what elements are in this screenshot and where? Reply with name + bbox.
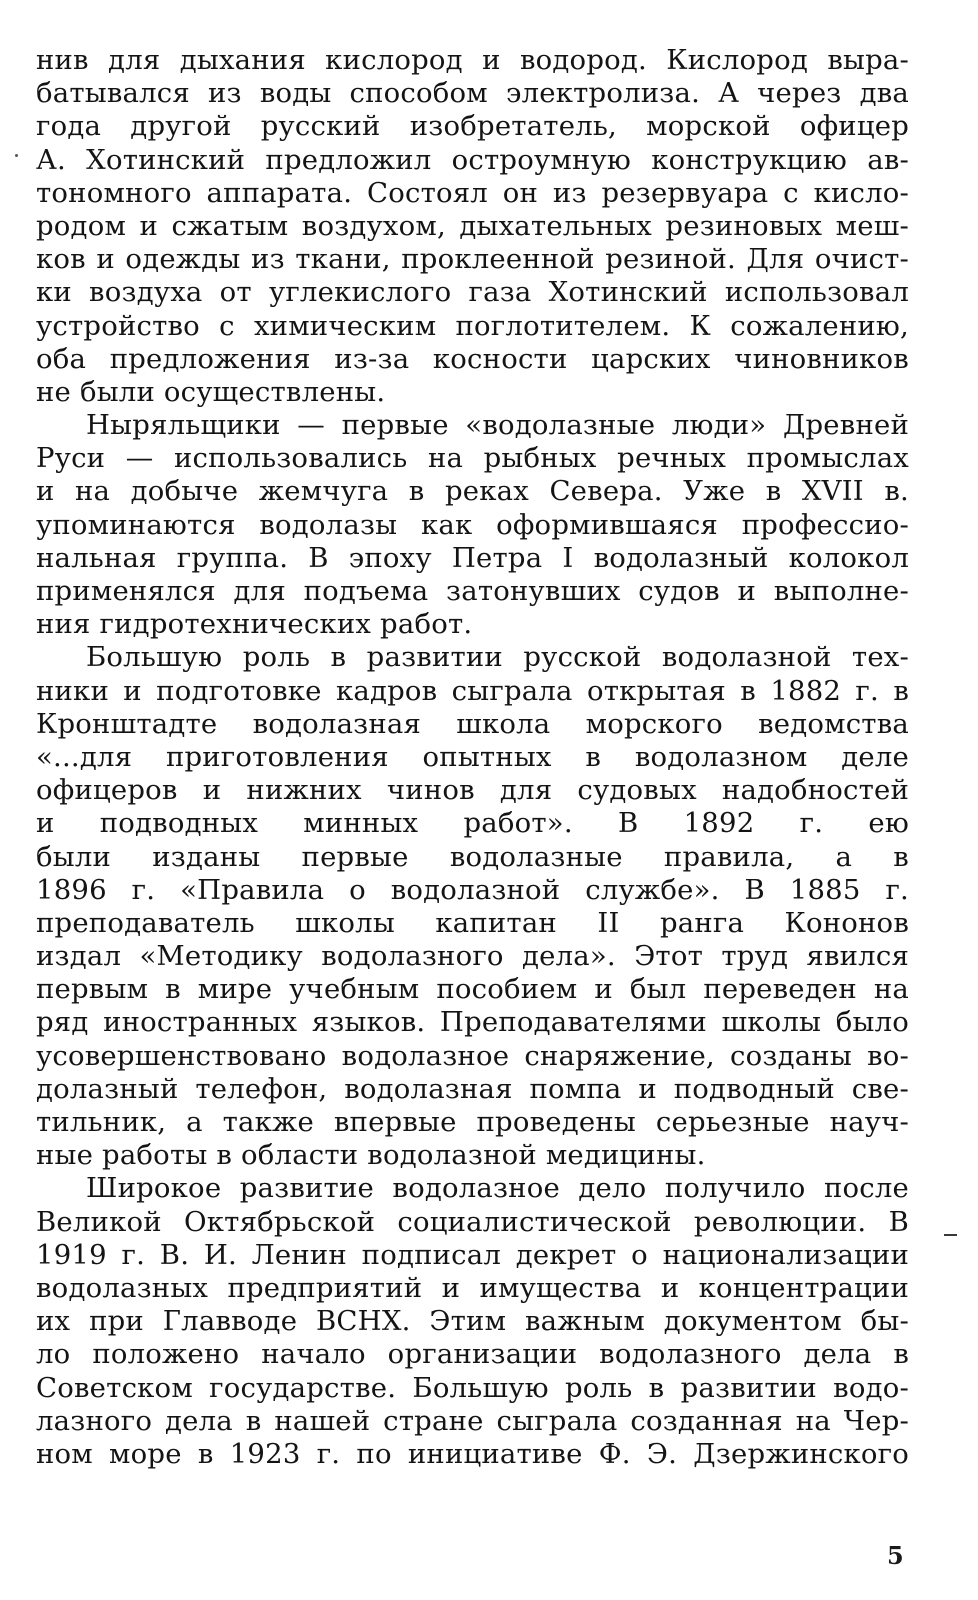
text-line: Широкое развитие водолазное дело получило после [86, 1172, 909, 1205]
text-line: ния гидротехнических работ. [36, 608, 473, 641]
text-line: усовершенствовано водолазное снаряжение, созданы во- [36, 1039, 909, 1072]
page-number: 5 [887, 1541, 904, 1570]
scan-speck [15, 154, 18, 157]
text-line: ные работы в области водолазной медицины. [36, 1139, 706, 1172]
text-line: ряд иностранных языков. Преподавателями школы было [36, 1006, 909, 1039]
paragraph-2 [36, 409, 909, 641]
paragraph-1 [36, 44, 909, 409]
text-line: долазный телефон, водолазная помпа и подводный све- [36, 1072, 909, 1105]
text-line: Ныряльщики — первые «водолазные люди» Древней [86, 409, 909, 442]
text-line: Великой Октябрьской социалистической революции. В [36, 1205, 909, 1238]
page-body [36, 44, 909, 1471]
text-line: офицеров и нижних чинов для судовых надобностей [36, 774, 909, 807]
text-line: ном море в 1923 г. по инициативе Ф. Э. Дзержинского [36, 1437, 909, 1470]
paragraph-4 [36, 1172, 909, 1471]
text-line: родом и сжатым воздухом, дыхательных резиновых меш- [36, 209, 909, 242]
text-line: ков и одежды из ткани, проклеенной резиной. Для очист- [36, 243, 909, 276]
text-line: года другой русский изобретатель, морской офицер [36, 110, 909, 143]
text-line: устройство с химическим поглотителем. К сожалению, [36, 309, 909, 342]
text-line: ки воздуха от углекислого газа Хотинский использовал [36, 276, 909, 309]
text-line: их при Главводе ВСНХ. Этим важным документом бы- [36, 1305, 909, 1338]
text-line: первым в мире учебным пособием и был переведен на [36, 973, 909, 1006]
scan-margin-mark [944, 1234, 957, 1236]
text-line: водолазных предприятий и имущества и концентрации [36, 1271, 909, 1304]
text-line: упоминаются водолазы как оформившаяся профессио- [36, 508, 909, 541]
text-line: тильник, а также впервые проведены серьезные науч- [36, 1106, 909, 1138]
text-line: тономного аппарата. Состоял он из резервуара с кисло- [36, 176, 909, 209]
text-line: 1919 г. В. И. Ленин подписал декрет о национализации [36, 1238, 909, 1271]
text-line: Кронштадте водолазная школа морского ведомства [36, 707, 909, 740]
text-line: А. Хотинский предложил остроумную конструкцию ав- [36, 143, 909, 176]
text-line: и подводных минных работ». В 1892 г. ею [36, 807, 909, 840]
text-line: ло положено начало организации водолазного дела в [36, 1338, 909, 1371]
text-line: Большую роль в развитии русской водолазной тех- [86, 641, 909, 674]
text-line: ники и подготовке кадров сыграла открытая в 1882 г. в [36, 674, 909, 707]
paragraph-3 [36, 641, 909, 1172]
text-line: не были осуществлены. [36, 375, 386, 408]
text-line: лазного дела в нашей стране сыграла созданная на Чер- [36, 1404, 909, 1437]
text-line: преподаватель школы капитан II ранга Кононов [36, 906, 909, 939]
text-line: издал «Методику водолазного дела». Этот труд явился [36, 940, 909, 973]
text-line: батывался из воды способом электролиза. А через два [36, 77, 909, 110]
text-line: нив для дыхания кислород и водород. Кислород выра- [36, 44, 909, 76]
text-line: нальная группа. В эпоху Петра I водолазный колокол [36, 541, 909, 574]
text-line: и на добыче жемчуга в реках Севера. Уже в XVII в. [36, 475, 909, 508]
text-line: применялся для подъема затонувших судов и выполне- [36, 575, 909, 607]
text-line: Руси — использовались на рыбных речных промыслах [36, 442, 909, 475]
text-line: Советском государстве. Большую роль в развитии водо- [36, 1371, 909, 1404]
text-line: 1896 г. «Правила о водолазной службе». В 1885 г. [36, 873, 909, 906]
text-line: были изданы первые водолазные правила, а в [36, 840, 909, 873]
text-line: оба предложения из-за косности царских чиновников [36, 342, 909, 375]
text-line: «...для приготовления опытных в водолазном деле [36, 740, 909, 773]
